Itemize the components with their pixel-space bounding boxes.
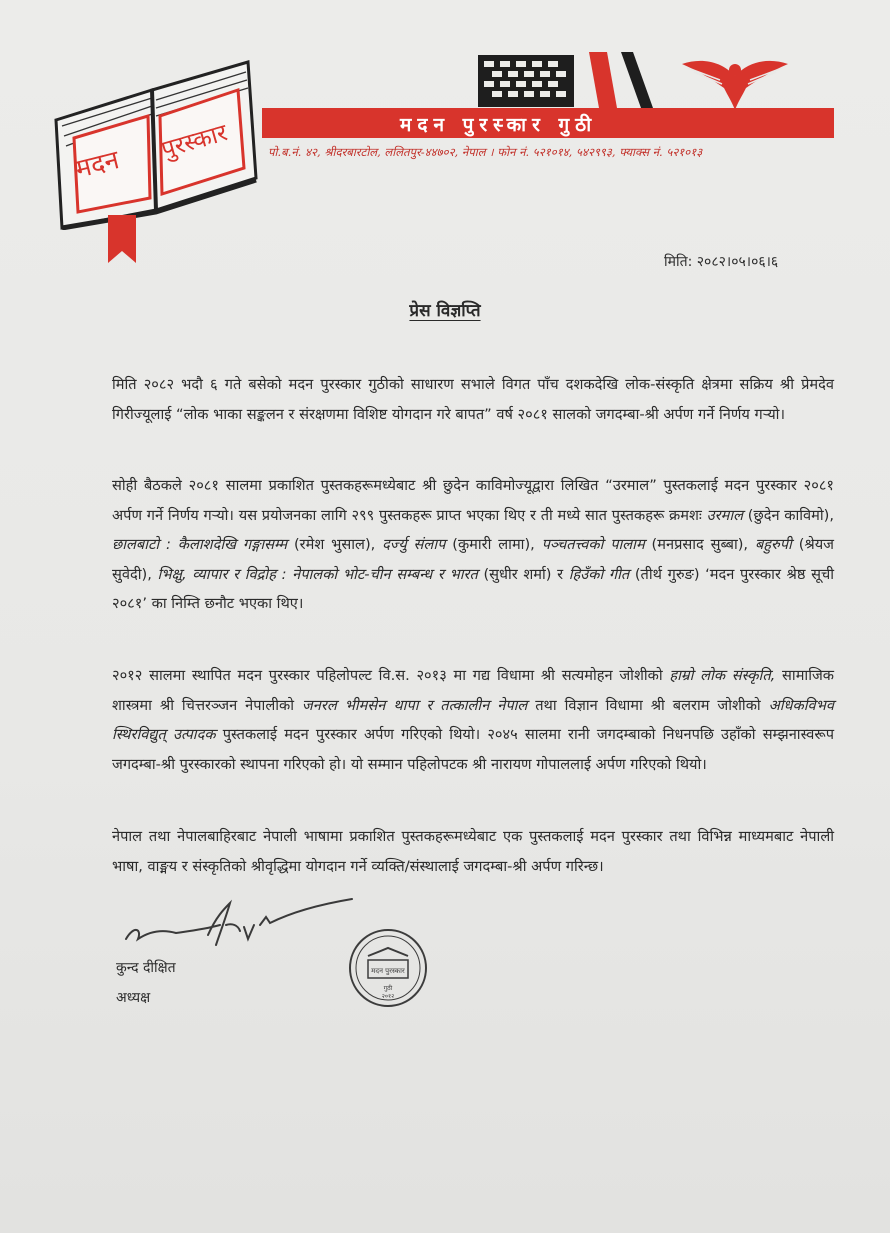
bird-emblem-icon xyxy=(680,56,790,116)
paragraph-4: नेपाल तथा नेपालबाहिरबाट नेपाली भाषामा प्रकाशित पुस्तकहरूमध्येबाट एक पुस्तकलाई मदन पुरस्कार तथा विभिन्न माध्यमबाट नेपाली भाषा, वाङ्मय र संस्कृतिको श्रीवृद्धिमा योगदान गर्ने व्यक्ति/संस्थालाई जगदम्बा-श्री अर्पण गरिन्छ। xyxy=(112,828,834,875)
page-title xyxy=(0,298,890,321)
paragraph-text: सोही बैठकले २०८१ सालमा प्रकाशित पुस्तकहरूमध्येबाट श्री छुदेन काविमोज्यूद्वारा लिखित “उरमाल” पुस्तकलाई मदन पुरस्कार २०८१ अर्पण गर्ने निर्णय गऱ्यो। यस प्रयोजनका लागि २९९ पुस्तकहरू प्राप्त भएका थिए र ती मध्ये सात पुस्तकहरू क्रमशः xyxy=(112,477,834,524)
book-logo-icon xyxy=(52,60,267,234)
signatory-name: कुन्द दीक्षित xyxy=(116,960,176,976)
pattern-logo-icon xyxy=(478,55,574,111)
paragraph-text: पुस्तकलाई मदन पुरस्कार अर्पण गरिएको थियो। २०४५ सालमा रानी जगदम्बाको निधनपछि उहाँको सम्झनास्वरूप जगदम्बा-श्री पुरस्कारको स्थापना गरिएको हो। यो सम्मान पहिलोपटक श्री नारायण गोपाललाई अर्पण गरिएको थियो। xyxy=(112,726,834,773)
stamp-year: २०१२ xyxy=(381,993,395,1000)
paragraph-text: (तीर्थ गुरुङ) ‘मदन पुरस्कार श्रेष्ठ सूची २०८१’ का निम्ति छनौट भएका थिए। xyxy=(112,565,835,612)
book-title: दर्ज्यु संलाप xyxy=(382,536,446,553)
paragraph-text: तथा विज्ञान विधामा श्री बलराम जोशीको xyxy=(535,696,761,714)
handwritten-signature xyxy=(120,895,360,959)
organization-stamp xyxy=(346,926,430,1014)
signatory-title: अध्यक्ष xyxy=(116,990,151,1006)
organization-name: मदन पुरस्कार गुठी xyxy=(400,114,598,136)
paragraph-text: २०१२ सालमा स्थापित मदन पुरस्कार पहिलोपल्ट वि.स. २०१३ मा गद्य विधामा श्री सत्यमोहन जोशीको xyxy=(112,667,663,684)
svg-text:मदन: मदन xyxy=(72,145,123,185)
slash-marks xyxy=(585,52,665,114)
paragraph-text: सामाजिक शास्त्रमा श्री चित्तरञ्जन नेपालीको xyxy=(112,667,835,714)
author-name: (रमेश भुसाल), xyxy=(293,536,376,553)
book-title: हाम्रो लोक संस्कृति, xyxy=(669,667,776,684)
ribbon-bookmark xyxy=(108,215,138,269)
book-title: पञ्चतत्त्वको पालाम xyxy=(541,536,645,553)
author-name: (श्रेयज सुवेदी), xyxy=(112,536,835,583)
stamp-text: मदन पुरस्कार xyxy=(371,967,405,975)
book-title: उरमाल xyxy=(706,506,743,524)
stamp-sub-text: गुठी xyxy=(383,985,393,992)
author-name: (सुधीर शर्मा) र xyxy=(483,565,564,583)
paragraph-2 xyxy=(112,471,834,619)
author-name: (छुदेन काविमो), xyxy=(747,506,835,524)
paragraph-1: मिति २०८२ भदौ ६ गते बसेको मदन पुरस्कार गुठीको साधारण सभाले विगत पाँच दशकदेखि लोक-संस्कृति क्षेत्रमा सक्रिय श्री प्रेमदेव गिरीज्यूलाई “लोक भाका सङ्कलन र संरक्षणमा विशिष्ट योगदान गरे बापत” वर्ष २०८१ सालको जगदम्बा-श्री अर्पण गर्ने निर्णय गऱ्यो। xyxy=(112,376,834,423)
svg-text:पुरस्कार: पुरस्कार xyxy=(157,118,231,164)
book-title: छालबाटो : कैलाशदेखि गङ्गासम्म xyxy=(112,536,288,553)
book-title: हिउँको गीत xyxy=(568,565,630,583)
page-title-text: प्रेस विज्ञप्ति xyxy=(409,301,481,321)
book-title: बहुरुपी xyxy=(754,536,792,553)
release-date: मिति: २०८२।०५।०६।६ xyxy=(664,254,779,270)
author-name: (कुमारी लामा), xyxy=(452,536,535,553)
paragraph-3 xyxy=(112,661,834,779)
book-title: भिक्षु, व्यापार र विद्रोह : नेपालको भोट-चीन सम्बन्ध र भारत xyxy=(157,565,478,583)
book-title: जनरल भीमसेन थापा र तत्कालीन नेपाल xyxy=(301,696,528,714)
organization-address: पो.ब.नं. ४२, श्रीदरबारटोल, ललितपुर-४४७०२, नेपाल । फोन नं. ५२१०१४, ५४२९९३, फ्याक्स नं. ५२१०१३ xyxy=(268,145,703,159)
book-title: अधिकविभव स्थिरविद्युत् उत्पादक xyxy=(112,696,835,743)
author-name: (मनप्रसाद सुब्बा), xyxy=(651,536,749,553)
